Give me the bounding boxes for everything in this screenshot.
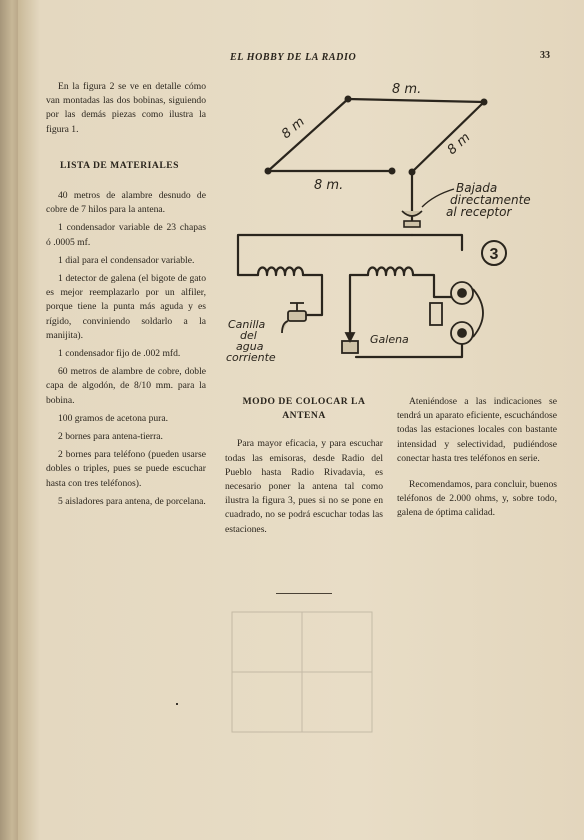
tap-label: corriente: [226, 351, 276, 364]
antenna-diagram: [222, 75, 567, 375]
tap-label: del: [240, 329, 257, 342]
material-item: 100 gramos de acetona pura.: [58, 412, 169, 424]
insulator-icon: [481, 99, 488, 106]
column-left: [46, 80, 206, 513]
circuit-wire-right: [412, 235, 462, 250]
label-top: 8 m.: [392, 82, 422, 97]
material-item: 1 dial para el condensador variable.: [58, 254, 195, 266]
antenna-heading: MODO DE COLOCAR LA ANTENA: [242, 396, 366, 422]
page-number: 33: [540, 50, 550, 61]
antenna-wire-right: [412, 102, 484, 172]
running-header: EL HOBBY DE LA RADIO: [230, 52, 357, 63]
insulator-icon: [265, 168, 272, 175]
lead-label: directamente: [450, 193, 531, 207]
coil-right: [368, 268, 413, 276]
tap-label: agua: [236, 340, 264, 353]
insulator-icon: [389, 168, 396, 175]
detector-label: Galena: [370, 333, 409, 346]
antenna-paragraph: Para mayor eficacia, y para escuchar todas las emisoras, desde Radio del Pueblo hasta Radio Rivadavia, es necesario poner la antena tal como ilustra la figura 3, pues si no se pone en cuadrado, no se podrá escuchar todas las estaciones.: [225, 438, 383, 535]
show-through-diagram: [222, 602, 380, 762]
section-divider: [276, 593, 332, 594]
closing-paragraph: Ateniéndose a las indicaciones se tendrá un aparato eficiente, escuchándose todas las estaciones locales con bastante intensidad y selectividad, pudiéndose conectar hasta tres teléfonos en serie.: [397, 396, 557, 464]
coil-left: [258, 268, 303, 276]
ink-speck: [176, 703, 178, 705]
antenna-wire-top: [348, 99, 484, 102]
headphones-icon: [430, 282, 483, 344]
label-left: 8 m: [278, 114, 308, 143]
material-item: 1 detector de galena (el bigote de gato es mejor reemplazarlo por un alfiler, porque tiene la punta más aguda y es rígido, conviniendo soldarlo a la manijita).: [46, 273, 206, 341]
material-item: 1 condensador fijo de .002 mfd.: [58, 348, 181, 360]
circuit-wire-coil: [303, 275, 322, 297]
lead-label: al receptor: [446, 205, 512, 219]
column-middle: [225, 395, 383, 540]
lead-label: Bajada: [456, 181, 498, 195]
intro-paragraph: En la figura 2 se ve en detalle cómo van montadas las dos bobinas, siguiendo por las demás piezas como ilustra la figura 1.: [46, 81, 206, 135]
galena-detector-icon: [342, 325, 358, 353]
insulator-icon: [409, 169, 416, 176]
insulator-icon: [345, 96, 352, 103]
material-item: 2 bornes para antena-tierra.: [58, 431, 163, 443]
book-binding: [0, 0, 18, 840]
tap-label: Canilla: [228, 318, 266, 331]
label-right: 8 m: [444, 130, 474, 158]
material-item: 60 metros de alambre de cobre, doble capa de algodón, de 8/10 mm. para la bobina.: [46, 366, 206, 406]
materials-heading: LISTA DE MATERIALES: [60, 159, 179, 171]
material-item: 40 metros de alambre desnudo de cobre de 7 hilos para la antena.: [46, 190, 206, 216]
material-item: 1 condensador variable de 23 chapas ó .0005 mf.: [46, 222, 206, 248]
label-bottom: 8 m.: [314, 178, 344, 193]
material-item: 5 aisladores para antena, de porcelana.: [58, 495, 206, 507]
column-right: [397, 395, 557, 533]
figure-number: 3: [489, 246, 499, 263]
circuit-wire-phones: [413, 275, 452, 297]
antenna-wire-left: [268, 99, 348, 171]
closing-paragraph: Recomendamos, para concluir, buenos teléfonos de 2.000 ohms, y, sobre todo, galena de óptima calidad.: [397, 479, 558, 519]
water-tap-icon: [282, 303, 306, 333]
material-item: 2 bornes para teléfono (pueden usarse dobles o triples, pues se puede escuchar hasta con tres teléfonos).: [46, 449, 206, 489]
